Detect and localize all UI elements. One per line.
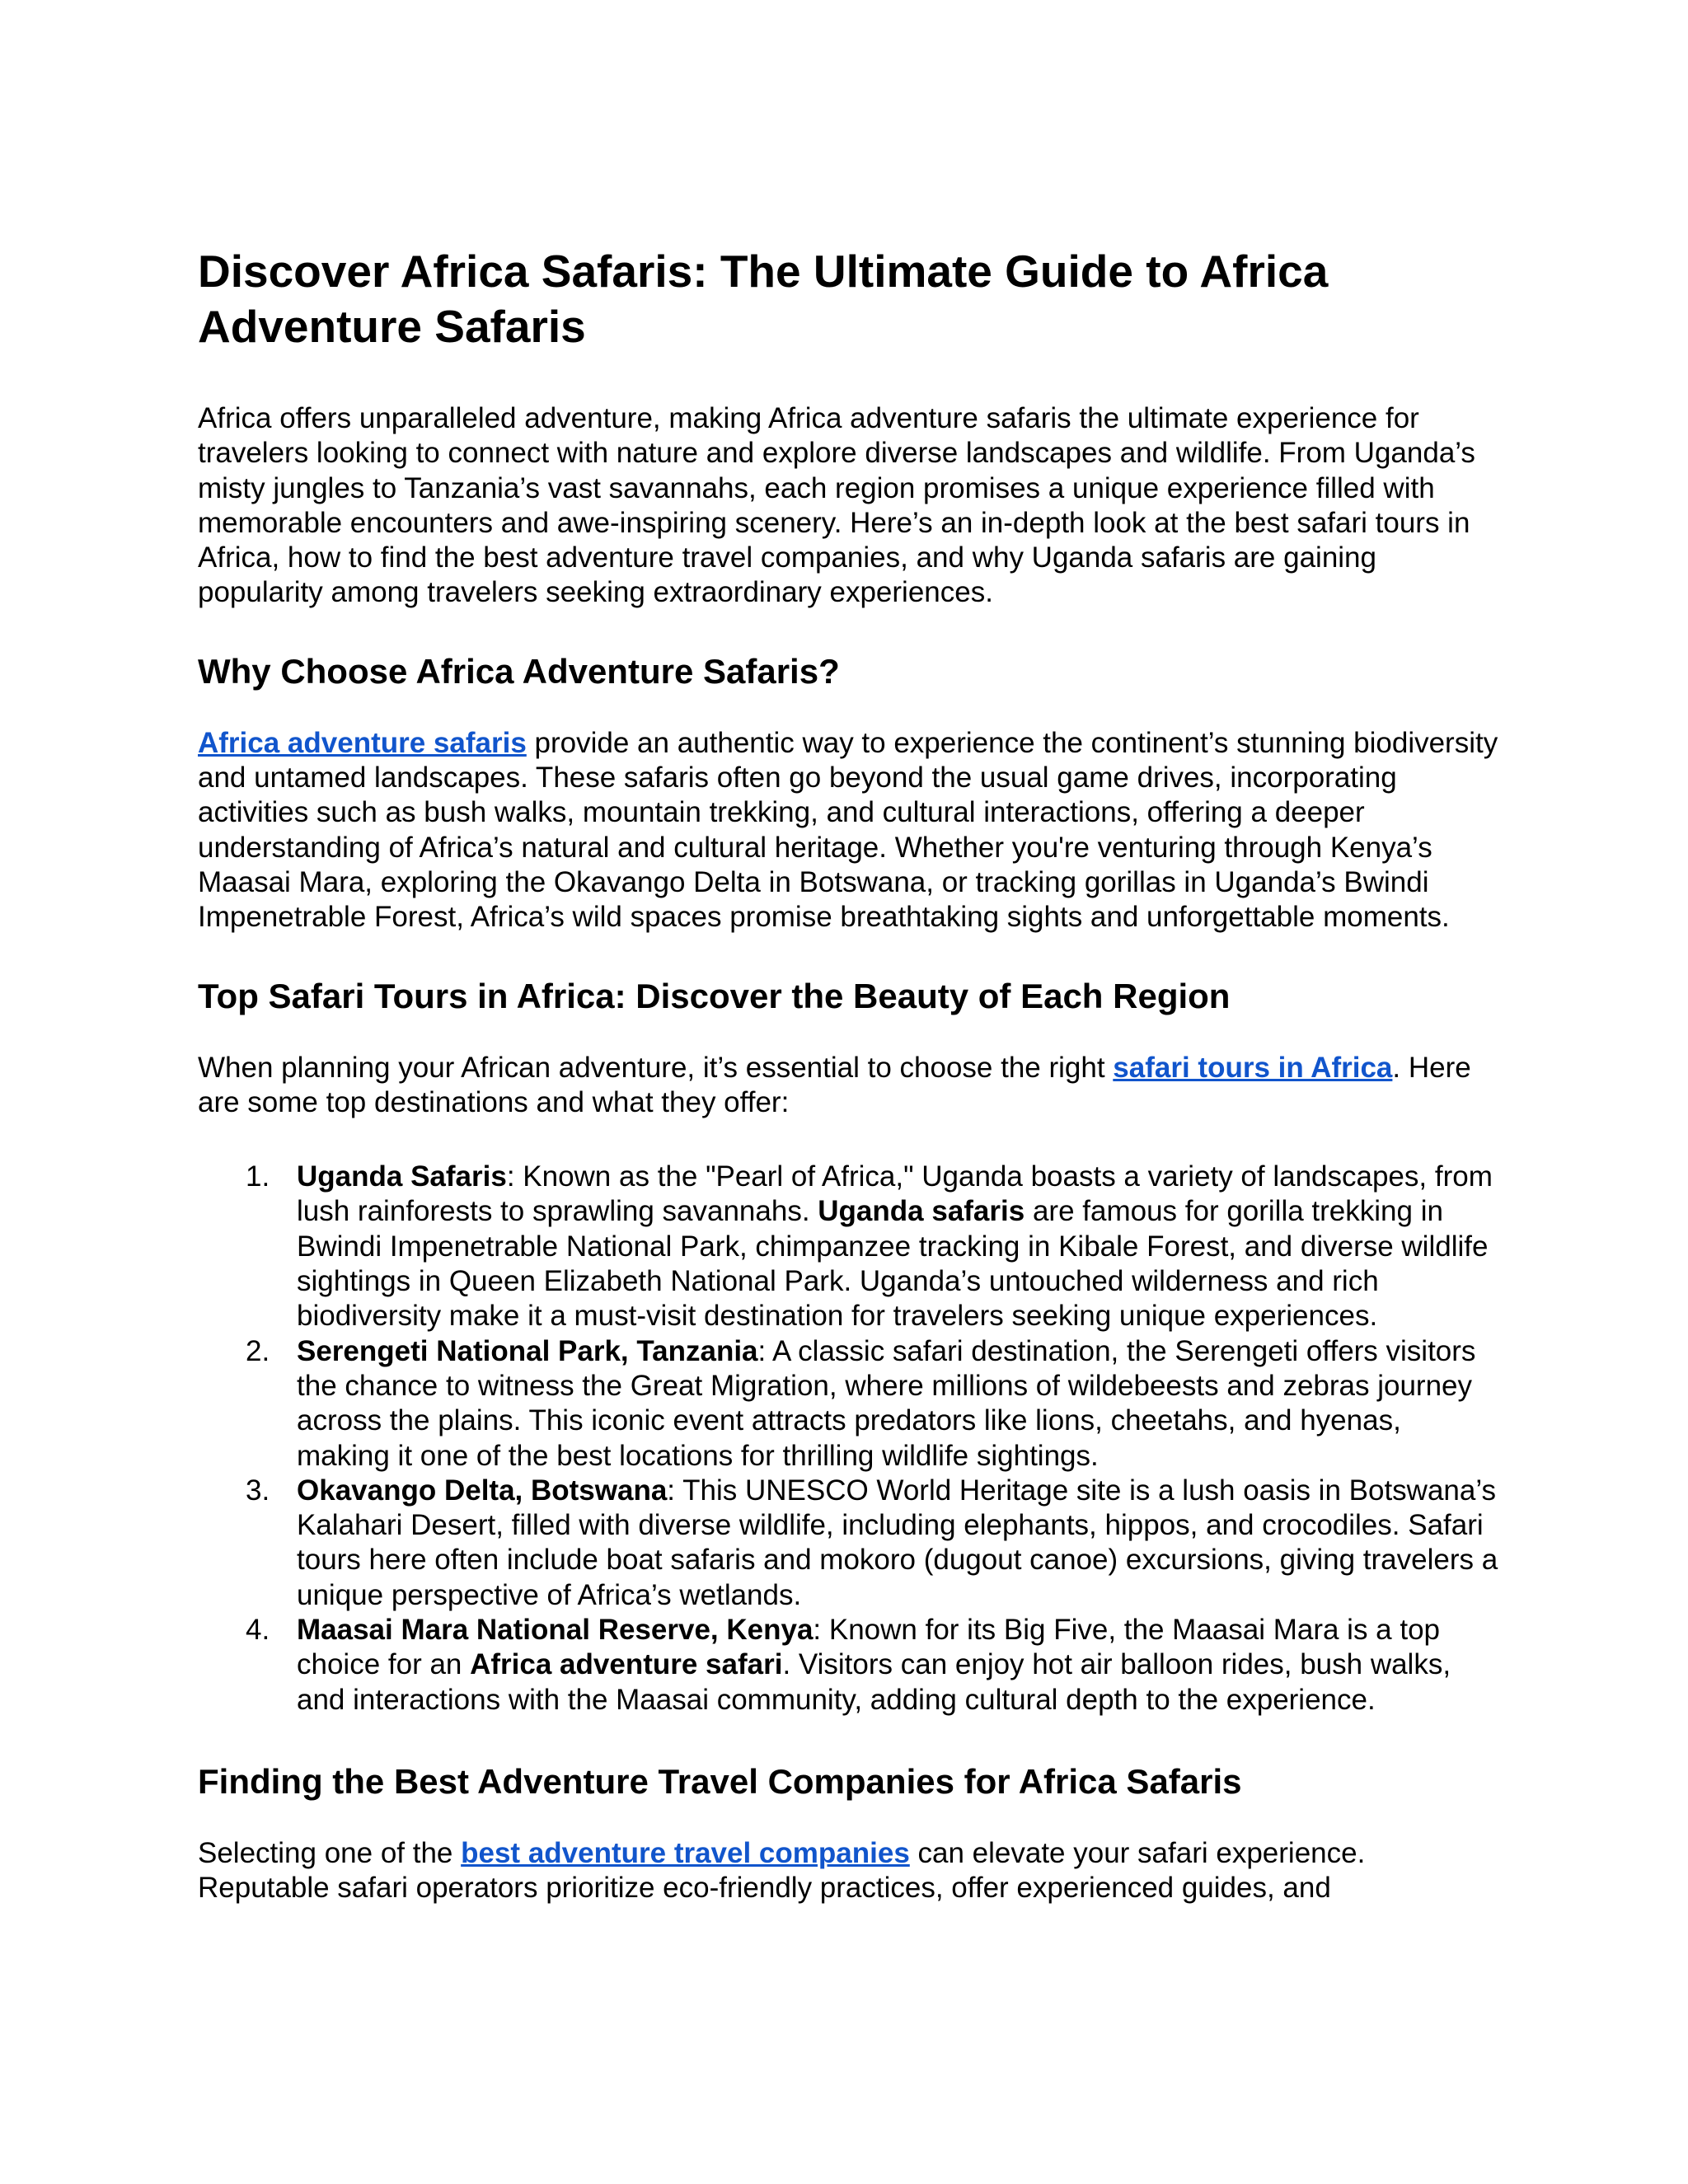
list-item-text: . Visitors can enjoy hot air balloon rides, bush walks, and interactions with the Maasai community, adding cultural depth to the experience.	[297, 1648, 1451, 1716]
finding-companies-paragraph	[198, 1836, 1500, 1906]
why-choose-body: provide an authentic way to experience the continent’s stunning biodiversity and untamed landscapes. These safaris often go beyond the usual game drives, incorporating activities such as bush walks, mountain trekking, and cultural interactions, offering a deeper understanding of Africa’s natural and cultural heritage. Whether you're venturing through Kenya’s Maasai Mara, exploring the Okavango Delta in Botswana, or tracking gorillas in Uganda’s Bwindi Impenetrable Forest, Africa’s wild spaces promise breathtaking sights and unforgettable moments.	[198, 726, 1498, 934]
destinations-list	[198, 1160, 1500, 1718]
section-heading-top-safari-tours: Top Safari Tours in Africa: Discover the Beauty of Each Region	[198, 976, 1231, 1015]
list-item-bold-text: Africa adventure safari	[470, 1648, 783, 1681]
list-item-number: 1.	[246, 1160, 270, 1193]
document-page	[198, 244, 1500, 1946]
africa-adventure-safaris-link[interactable]: Africa adventure safaris	[198, 726, 527, 759]
list-item	[198, 1334, 1500, 1474]
top-safari-intro-before: When planning your African adventure, it’s essential to choose the right	[198, 1051, 1114, 1084]
top-safari-intro-after: . Here are some top destinations and what they offer:	[198, 1051, 1471, 1118]
list-item-text: are famous for gorilla trekking in Bwindi Impenetrable National Park, chimpanzee tracking in Kibale Forest, and diverse wildlife sightings in Queen Elizabeth National Park. Uganda’s untouched wilderness and rich biodiversity make it a must-visit destination for travelers seeking unique experiences.	[297, 1195, 1489, 1333]
top-safari-intro-paragraph	[198, 1051, 1500, 1121]
list-item-bold-text: Uganda safaris	[818, 1195, 1025, 1228]
list-item-text: : This UNESCO World Heritage site is a lush oasis in Botswana’s Kalahari Desert, filled with diverse wildlife, including elephants, hippos, and crocodiles. Safari tours here often include boat safaris and mokoro (dugout canoe) excursions, giving travelers a unique perspective of Africa’s wetlands.	[297, 1474, 1498, 1611]
list-item-title: Maasai Mara National Reserve, Kenya	[297, 1614, 814, 1647]
finding-companies-intro-before: Selecting one of the	[198, 1836, 462, 1869]
section-heading-finding-companies: Finding the Best Adventure Travel Companies for Africa Safaris	[198, 1761, 1242, 1801]
list-item-number: 4.	[246, 1614, 270, 1647]
list-item-number: 3.	[246, 1474, 270, 1507]
list-item-text: : Known for its Big Five, the Maasai Mara is a top choice for an	[297, 1614, 1441, 1681]
intro-paragraph: Africa offers unparalleled adventure, making Africa adventure safaris the ultimate experience for travelers looking to connect with nature and explore diverse landscapes and wildlife. From Uganda’s misty jungles to Tanzania’s vast savannahs, each region promises a unique experience filled with memorable encounters and awe-inspiring scenery. Here’s an in-depth look at the best safari tours in Africa, how to find the best adventure travel companies, and why Uganda safaris are gaining popularity among travelers seeking extraordinary experiences.	[198, 402, 1475, 609]
best-adventure-travel-companies-link[interactable]: best adventure travel companies	[461, 1836, 910, 1869]
list-item	[198, 1160, 1500, 1333]
list-item-title: Serengeti National Park, Tanzania	[297, 1334, 758, 1367]
finding-companies-intro-after: can elevate your safari experience. Reputable safari operators prioritize eco-friendly practices, offer experienced guides, and	[198, 1836, 1366, 1905]
safari-tours-in-africa-link[interactable]: safari tours in Africa	[1113, 1051, 1393, 1084]
list-item-title: Okavango Delta, Botswana	[297, 1474, 668, 1507]
list-item-text: : A classic safari destination, the Serengeti offers visitors the chance to witness the Great Migration, where millions of wildebeests and zebras journey across the plains. This iconic event attracts predators like lions, cheetahs, and hyenas, making it one of the best locations for thrilling wildlife sightings.	[297, 1334, 1476, 1472]
list-item-title: Uganda Safaris	[297, 1160, 507, 1193]
list-item	[198, 1613, 1500, 1718]
list-item-number: 2.	[246, 1334, 270, 1367]
list-item	[198, 1474, 1500, 1613]
list-item-text: : Known as the "Pearl of Africa," Uganda boasts a variety of landscapes, from lush rainforests to sprawling savannahs.	[297, 1160, 1493, 1228]
page-title: Discover Africa Safaris: The Ultimate Guide to Africa Adventure Safaris	[198, 246, 1329, 352]
section-heading-why-choose: Why Choose Africa Adventure Safaris?	[198, 651, 840, 691]
why-choose-paragraph	[198, 726, 1500, 935]
